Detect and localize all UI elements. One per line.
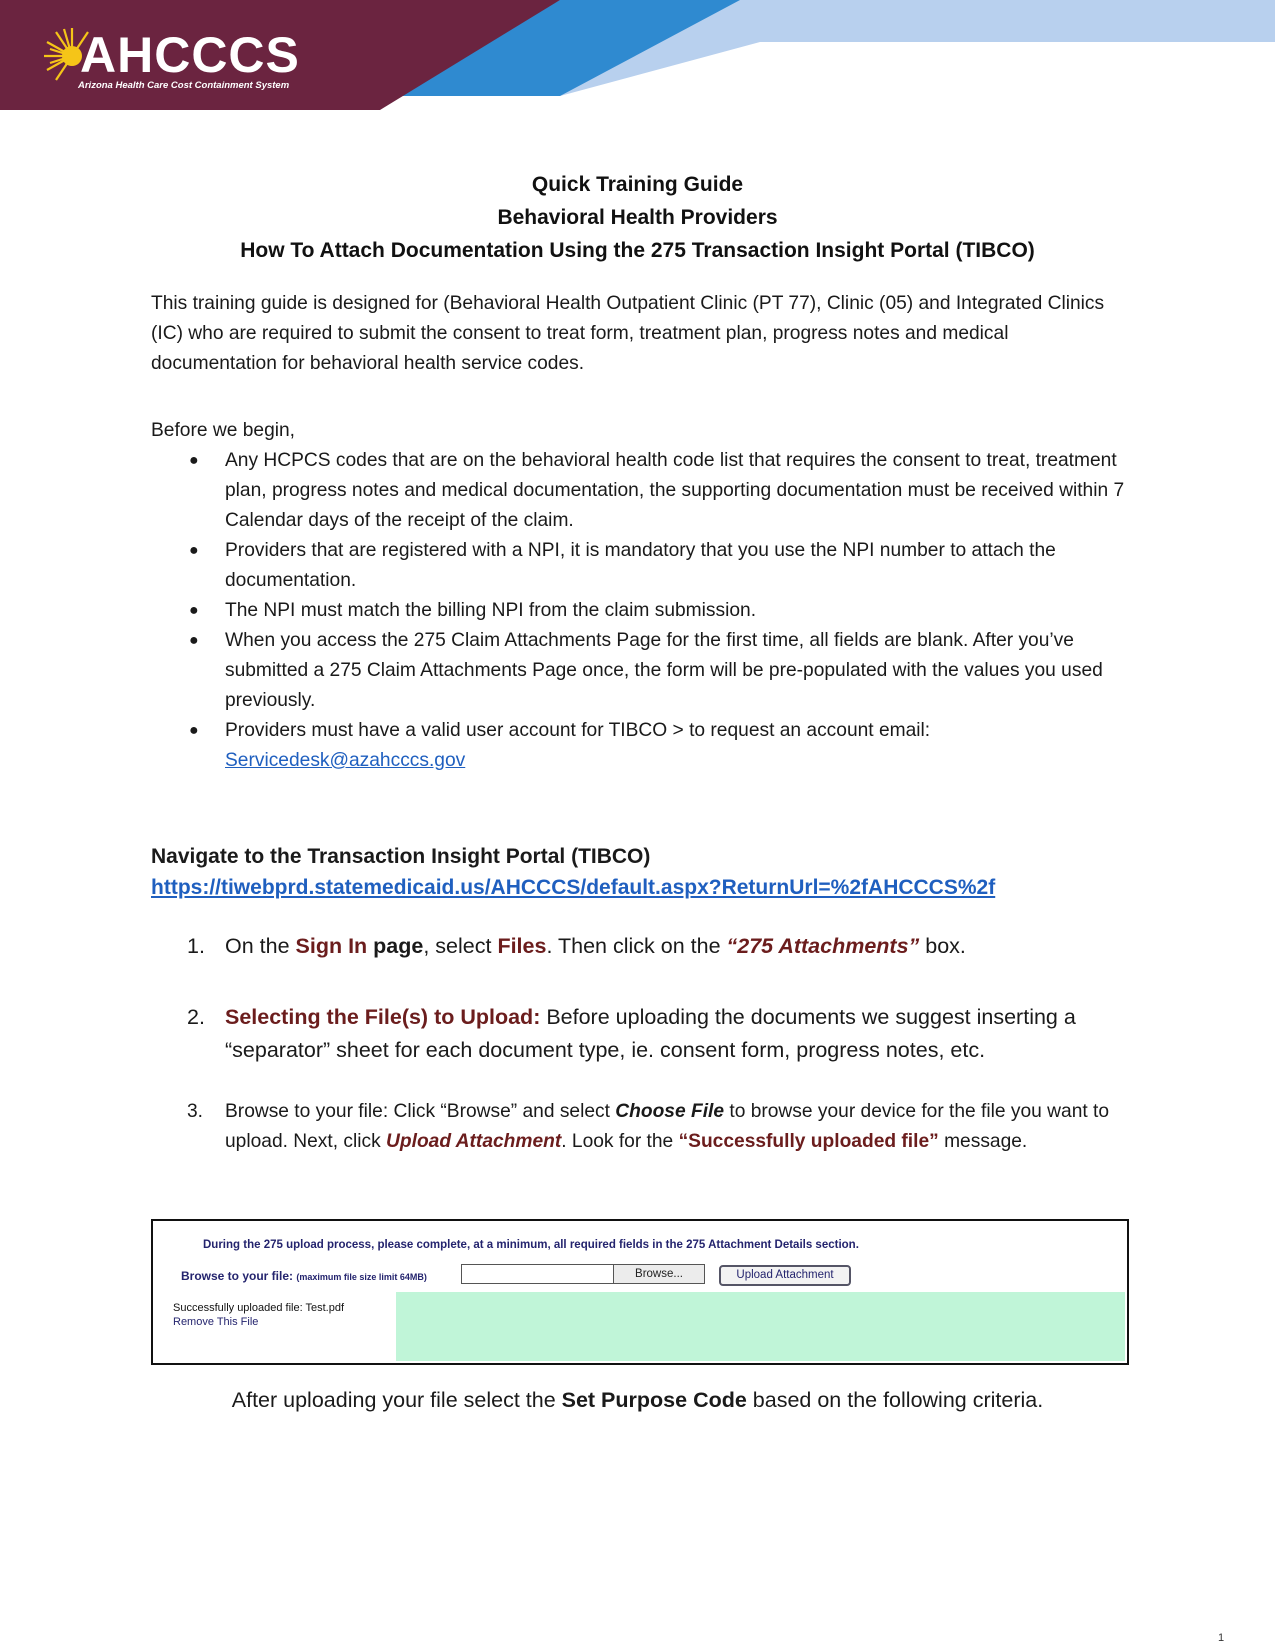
bullet-text: When you access the 275 Claim Attachments Page for the first time, all fields are blank. After you’ve submitted a 275 Claim Attachments Page once, the form will be pre-populated with the values you used previously.: [225, 630, 1103, 711]
bullet-text: Providers that are registered with a NPI, it is mandatory that you use the NPI number to attach the documentation.: [225, 540, 1056, 591]
bullet-text: Any HCPCS codes that are on the behavioral health code list that requires the consent to treat, treatment plan, progress notes and medical documentation, the supporting documentation must be received within 7 Calendar days of the receipt of the claim.: [225, 450, 1125, 531]
after-upload-text: [0, 1384, 1275, 1417]
attachments-term: “275 Attachments”: [726, 934, 920, 958]
file-path-input[interactable]: [461, 1264, 615, 1284]
step-3: [151, 1097, 1131, 1157]
bullet-icon: ●: [189, 452, 199, 469]
upload-attachment-button[interactable]: Upload Attachment: [719, 1265, 851, 1286]
before-heading: Before we begin,: [151, 420, 295, 441]
step-number: 3.: [187, 1101, 204, 1122]
text-run: page: [373, 934, 424, 958]
step-number: 1.: [187, 934, 205, 958]
bullet-text: The NPI must match the billing NPI from the claim submission.: [225, 600, 757, 621]
step-number: 2.: [187, 1005, 205, 1029]
logo-wordmark: AHCCCS: [80, 27, 300, 83]
step-1-text: [225, 930, 1131, 963]
bullet-icon: ●: [189, 722, 199, 739]
success-message: Successfully uploaded file: Test.pdf: [173, 1302, 345, 1314]
bullet-icon: ●: [189, 542, 199, 559]
logo-subtitle: Arizona Health Care Cost Containment System: [78, 80, 290, 91]
code-term: Code: [693, 1388, 747, 1412]
text-run: box.: [919, 934, 966, 958]
text-run: On the: [225, 934, 296, 958]
portal-url-link[interactable]: https://tiwebprd.statemedicaid.us/AHCCCS/default.aspx?ReturnUrl=%2fAHCCCS%2f: [151, 876, 996, 899]
list-item: [151, 536, 1131, 596]
upload-notice: During the 275 upload process, please complete, at a minimum, all required fields in the 275 Attachment Details section.: [203, 1239, 859, 1251]
bullet-icon: ●: [189, 632, 199, 649]
document-title: [0, 168, 1275, 267]
file-size-hint: (maximum file size limit 64MB): [296, 1272, 427, 1282]
intro-paragraph: This training guide is designed for (Behavioral Health Outpatient Clinic (PT 77), Clinic (05) and Integrated Clinics (IC) who are required to submit the consent to treat form, treatment plan, progress notes and medical documentation for behavioral health service codes.: [151, 293, 1105, 374]
browse-button[interactable]: Browse...: [613, 1264, 705, 1284]
step-2: [151, 1001, 1131, 1067]
sign-in-term: Sign In: [295, 934, 368, 958]
text-run: Before uploading the documents we suggest inserting a “separator” sheet for each document type, ie. consent form, progress notes, etc.: [225, 1005, 1076, 1062]
list-item: [151, 716, 1131, 776]
step-3-text: [225, 1097, 1131, 1157]
ahcccs-logo: [42, 26, 362, 92]
navigate-heading: Navigate to the Transaction Insight Portal (TIBCO): [151, 845, 651, 868]
text-run: . Look for the: [561, 1131, 679, 1152]
title-line-2: Behavioral Health Providers: [497, 206, 778, 229]
list-item: [151, 626, 1131, 716]
text-run: , select: [423, 934, 498, 958]
bullet-text: Providers must have a valid user account for TIBCO > to request an account email:: [225, 720, 931, 741]
header-banner: [0, 0, 1275, 112]
step-2-text: [225, 1001, 1131, 1067]
text-run: based on the following criteria.: [746, 1388, 1044, 1412]
browse-label: [181, 1269, 427, 1283]
choose-file-term: Choose File: [615, 1101, 725, 1122]
text-run: Browse to your file: Click “Browse” and select: [225, 1101, 616, 1122]
success-message-term: “Successfully uploaded file”: [678, 1131, 939, 1152]
step-1: [151, 930, 1131, 963]
upload-attachment-term: Upload Attachment: [386, 1131, 562, 1152]
title-line-1: Quick Training Guide: [531, 173, 744, 196]
text-run: . Then click on the: [546, 934, 727, 958]
page-number: 1: [1218, 1632, 1225, 1644]
upload-screenshot: [151, 1219, 1129, 1365]
selecting-files-term: Selecting the File(s) to Upload:: [225, 1005, 541, 1029]
servicedesk-email-link[interactable]: Servicedesk@azahcccs.gov: [225, 750, 466, 771]
text-run: message.: [938, 1131, 1028, 1152]
set-purpose-term: Set Purpose: [561, 1388, 694, 1412]
list-item: [151, 596, 1131, 626]
upload-status-area: [396, 1292, 1125, 1361]
text-run: After uploading your file select the: [231, 1388, 562, 1412]
list-item: [151, 446, 1131, 536]
bullet-icon: ●: [189, 602, 199, 619]
remove-file-link[interactable]: Remove This File: [173, 1316, 259, 1328]
files-term: Files: [497, 934, 547, 958]
text-run: to browse your device for the file you want to upload. Next, click: [225, 1101, 1110, 1152]
requirements-list: [151, 446, 1131, 776]
browse-label-text: Browse to your file:: [181, 1269, 294, 1283]
title-line-3: How To Attach Documentation Using the 275 Transaction Insight Portal (TIBCO): [240, 239, 1035, 262]
